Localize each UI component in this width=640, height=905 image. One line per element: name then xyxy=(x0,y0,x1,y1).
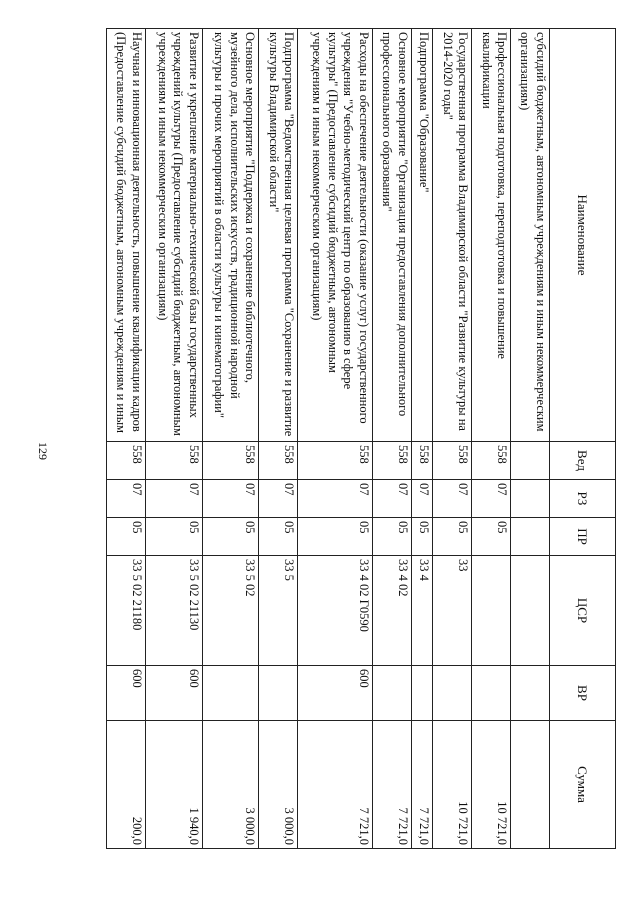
cell-vr xyxy=(511,666,550,721)
cell-ved: 558 xyxy=(145,442,202,480)
cell-ved: 558 xyxy=(259,442,298,480)
cell-vr xyxy=(202,666,259,721)
cell-rz: 07 xyxy=(145,480,202,518)
header-rz: РЗ xyxy=(550,480,616,518)
cell-csr xyxy=(472,556,511,666)
table-row xyxy=(511,29,550,849)
cell-rz: 07 xyxy=(472,480,511,518)
cell-pr: 05 xyxy=(259,518,298,556)
rotated-page xyxy=(106,28,616,848)
cell-csr: 33 5 02 21180 xyxy=(107,556,146,666)
cell-rz: 07 xyxy=(202,480,259,518)
cell-vr xyxy=(411,666,432,721)
cell-csr: 33 5 02 xyxy=(202,556,259,666)
table-row xyxy=(472,29,511,849)
cell-sum: 7 721,0 xyxy=(372,721,411,849)
cell-sum: 10 721,0 xyxy=(433,721,472,849)
cell-ved: 558 xyxy=(298,442,373,480)
cell-ved: 558 xyxy=(411,442,432,480)
cell-pr: 05 xyxy=(298,518,373,556)
cell-pr: 05 xyxy=(372,518,411,556)
cell-rz: 07 xyxy=(259,480,298,518)
budget-table xyxy=(106,28,616,849)
cell-pr: 05 xyxy=(433,518,472,556)
cell-ved: 558 xyxy=(107,442,146,480)
cell-csr xyxy=(511,556,550,666)
cell-sum: 200,0 xyxy=(107,721,146,849)
cell-name: Подпрограмма "Ведомственная целевая программа "Сохранение и развитие культуры Владимирской области" xyxy=(259,29,298,442)
cell-rz: 07 xyxy=(433,480,472,518)
cell-pr: 05 xyxy=(411,518,432,556)
table-row xyxy=(259,29,298,849)
cell-pr: 05 xyxy=(107,518,146,556)
page-number: 129 xyxy=(36,442,50,460)
header-sum: Сумма xyxy=(550,721,616,849)
cell-vr xyxy=(433,666,472,721)
cell-pr: 05 xyxy=(202,518,259,556)
cell-vr xyxy=(259,666,298,721)
cell-vr xyxy=(372,666,411,721)
cell-pr xyxy=(511,518,550,556)
cell-sum xyxy=(511,721,550,849)
cell-name: Профессиональная подготовка, переподготовка и повышение квалификации xyxy=(472,29,511,442)
table-body xyxy=(107,29,550,849)
cell-rz: 07 xyxy=(372,480,411,518)
cell-vr xyxy=(472,666,511,721)
cell-ved: 558 xyxy=(202,442,259,480)
cell-csr: 33 4 02 xyxy=(372,556,411,666)
cell-name: Подпрограмма "Образование" xyxy=(411,29,432,442)
table-row xyxy=(433,29,472,849)
cell-sum: 3 000,0 xyxy=(259,721,298,849)
table-row xyxy=(202,29,259,849)
cell-ved: 558 xyxy=(472,442,511,480)
cell-name: Развитие и укрепление материально-технической базы государственных учреждений культуры (Предоставление субсидий бюджетным, автономным учреждениям и иным некоммерческим организациям) xyxy=(145,29,202,442)
cell-ved: 558 xyxy=(372,442,411,480)
cell-vr: 600 xyxy=(298,666,373,721)
cell-vr: 600 xyxy=(145,666,202,721)
cell-csr: 33 xyxy=(433,556,472,666)
cell-ved xyxy=(511,442,550,480)
cell-csr: 33 4 02 Г0590 xyxy=(298,556,373,666)
header-ved: Вед xyxy=(550,442,616,480)
cell-sum: 7 721,0 xyxy=(411,721,432,849)
cell-csr: 33 5 xyxy=(259,556,298,666)
cell-rz xyxy=(511,480,550,518)
cell-sum: 10 721,0 xyxy=(472,721,511,849)
cell-name: Государственная программа Владимирской области "Развитие культуры на 2014-2020 годы" xyxy=(433,29,472,442)
cell-name: Расходы на обеспечение деятельности (оказание услуг) государственного учреждения "Учебно-методический центр по образованию в сфере культуры" (Предоставление субсидий бюджетным, автономным учреждениям и иным некоммерческим организациям) xyxy=(298,29,373,442)
cell-name: Основное мероприятие "Организация предоставления дополнительного профессионального образования" xyxy=(372,29,411,442)
cell-rz: 07 xyxy=(107,480,146,518)
cell-sum: 7 721,0 xyxy=(298,721,373,849)
cell-sum: 3 000,0 xyxy=(202,721,259,849)
cell-sum: 1 940,0 xyxy=(145,721,202,849)
header-vr: ВР xyxy=(550,666,616,721)
cell-name: Основное мероприятие "Поддержка и сохранение библиотечного, музейного дела, исполнительских искусств, традиционной народной культуры и прочих мероприятий в области культуры и кинематографии" xyxy=(202,29,259,442)
cell-name: субсидий бюджетным, автономным учреждениям и иным некоммерческим организациям) xyxy=(511,29,550,442)
header-name: Наименование xyxy=(550,29,616,442)
table-row xyxy=(298,29,373,849)
cell-name: Научная и инновационная деятельность, повышение квалификации кадров (Предоставление субсидий бюджетным, автономным учреждениям и иным xyxy=(107,29,146,442)
header-csr: ЦСР xyxy=(550,556,616,666)
cell-pr: 05 xyxy=(472,518,511,556)
cell-vr: 600 xyxy=(107,666,146,721)
cell-rz: 07 xyxy=(298,480,373,518)
table-row xyxy=(411,29,432,849)
cell-csr: 33 5 02 21130 xyxy=(145,556,202,666)
table-row xyxy=(145,29,202,849)
header-pr: ПР xyxy=(550,518,616,556)
cell-csr: 33 4 xyxy=(411,556,432,666)
cell-pr: 05 xyxy=(145,518,202,556)
table-row xyxy=(107,29,146,849)
cell-ved: 558 xyxy=(433,442,472,480)
table-header xyxy=(550,29,616,849)
table-row xyxy=(372,29,411,849)
cell-rz: 07 xyxy=(411,480,432,518)
